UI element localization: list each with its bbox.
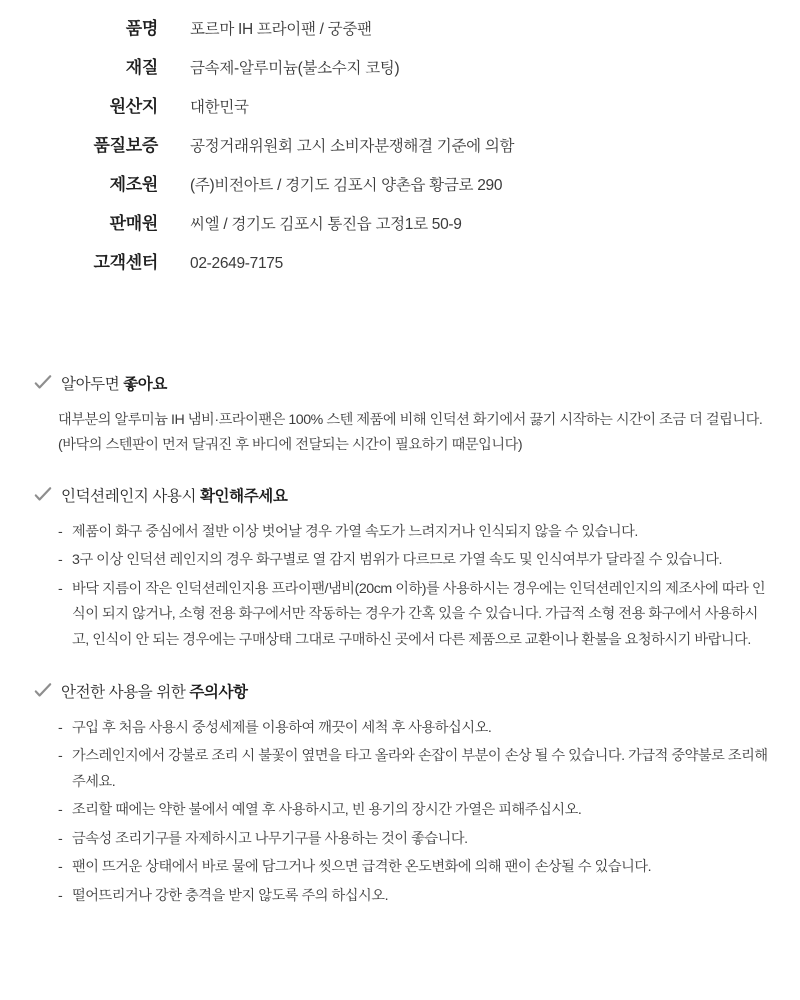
note-block-safety (30, 680, 770, 910)
spec-label: 판매원 (109, 214, 158, 233)
note-body (30, 408, 770, 458)
spec-label: 품명 (125, 19, 158, 38)
note-paragraph: (바닥의 스텐판이 먼저 달궈진 후 바디에 전달되는 시간이 필요하기 때문입니다) (58, 436, 523, 453)
table-row (0, 53, 800, 78)
table-row (0, 14, 800, 39)
note-block-good-to-know (30, 372, 770, 458)
note-heading-text (61, 484, 287, 506)
note-heading-strong: 좋아요 (123, 376, 167, 393)
section-divider (0, 330, 800, 331)
list-item-text: 가스레인지에서 강불로 조리 시 불꽃이 옆면을 타고 올라와 손잡이 부분이 손상 될 수 있습니다. 가급적 중약불로 조리해주세요. (72, 748, 768, 790)
dash-marker: - (58, 748, 63, 765)
table-row (0, 209, 800, 234)
spec-label: 고객센터 (93, 253, 158, 272)
list-item (58, 548, 770, 574)
spec-value: 씨엘 / 경기도 김포시 통진읍 고정1로 50-9 (190, 216, 462, 233)
note-body (30, 716, 770, 910)
check-icon (34, 486, 52, 504)
check-icon (34, 374, 52, 392)
notes-section (0, 372, 800, 935)
dash-marker: - (58, 887, 63, 904)
note-heading (30, 680, 770, 702)
dash-marker: - (58, 580, 63, 597)
list-item-text: 조리할 때에는 약한 불에서 예열 후 사용하시고, 빈 용기의 장시간 가열은 피해주십시오. (72, 802, 582, 819)
table-row (0, 92, 800, 117)
spec-value: 금속제-알루미늄(불소수지 코팅) (190, 60, 400, 77)
dash-marker: - (58, 802, 63, 819)
table-row (0, 170, 800, 195)
list-item (58, 716, 770, 742)
dash-marker: - (58, 552, 63, 569)
note-heading-strong: 확인해주세요 (199, 487, 288, 505)
note-list (58, 520, 770, 654)
note-paragraph: 대부분의 알루미늄 IH 냄비·프라이팬은 100% 스텐 제품에 비해 인덕션 화기에서 끓기 시작하는 시간이 조금 더 걸립니다. (58, 412, 763, 428)
spec-value: 포르마 IH 프라이팬 / 궁중팬 (190, 21, 372, 38)
dash-marker: - (58, 719, 63, 736)
spec-value: 대한민국 (190, 99, 249, 116)
list-item (58, 855, 770, 881)
list-item-text: 3구 이상 인덕션 레인지의 경우 화구별로 열 감지 범위가 다르므로 가열 속도 및 인식여부가 달라질 수 있습니다. (72, 552, 723, 569)
list-item-text: 구입 후 처음 사용시 중성세제를 이용하여 깨끗이 세척 후 사용하십시오. (72, 719, 492, 736)
spec-value: (주)비전아트 / 경기도 김포시 양촌읍 황금로 290 (190, 177, 503, 194)
table-row (0, 131, 800, 156)
spec-value: 공정거래위원회 고시 소비자분쟁해결 기준에 의함 (190, 138, 515, 155)
check-icon (34, 682, 52, 700)
spec-label: 재질 (125, 58, 158, 77)
spec-value: 02-2649-7175 (190, 255, 283, 272)
dash-marker: - (58, 830, 63, 847)
note-body (30, 520, 770, 654)
note-list (58, 716, 770, 910)
note-heading (30, 484, 770, 506)
list-item (58, 577, 770, 654)
list-item-text: 팬이 뜨거운 상태에서 바로 물에 담그거나 씻으면 급격한 온도변화에 의해 팬이 손상될 수 있습니다. (72, 859, 652, 876)
dash-marker: - (58, 859, 63, 876)
note-heading-text (61, 372, 167, 394)
spec-label: 원산지 (109, 97, 158, 116)
list-item-text: 바닥 지름이 작은 인덕션레인지용 프라이팬/냄비(20cm 이하)를 사용하시는 경우에는 인덕션레인지의 제조사에 따라 인식이 되지 않거나, 소형 전용 화구에서만 작동하는 경우가 간혹 있을 수 있습니다. 가급적 소형 전용 화구에서 사용하시고, 인식이 안 되는 경우에는 구매상태 그대로 구매하신 곳에서 다른 제품으로 교환이나 환불을 요청하시기 바랍니다. (72, 580, 766, 648)
list-item-text: 떨어뜨리거나 강한 충격을 받지 않도록 주의 하십시오. (72, 887, 389, 904)
list-item (58, 744, 770, 795)
dash-marker: - (58, 523, 63, 540)
note-heading-plain: 알아두면 (61, 376, 124, 393)
note-heading-plain: 인덕션레인지 사용시 (61, 487, 200, 505)
note-heading-strong: 주의사항 (189, 683, 248, 701)
table-row (0, 248, 800, 273)
spec-label: 제조원 (109, 175, 158, 194)
note-block-induction-check (30, 484, 770, 654)
product-spec-table (0, 0, 800, 273)
list-item (58, 798, 770, 824)
list-item (58, 827, 770, 853)
note-heading-plain: 안전한 사용을 위한 (61, 683, 190, 701)
list-item-text: 금속성 조리기구를 자제하시고 나무기구를 사용하는 것이 좋습니다. (72, 830, 468, 847)
list-item-text: 제품이 화구 중심에서 절반 이상 벗어날 경우 가열 속도가 느려지거나 인식되지 않을 수 있습니다. (72, 523, 638, 540)
list-item (58, 884, 770, 910)
spec-label: 품질보증 (93, 136, 158, 155)
list-item (58, 520, 770, 546)
note-heading-text (61, 680, 248, 702)
note-heading (30, 372, 770, 394)
